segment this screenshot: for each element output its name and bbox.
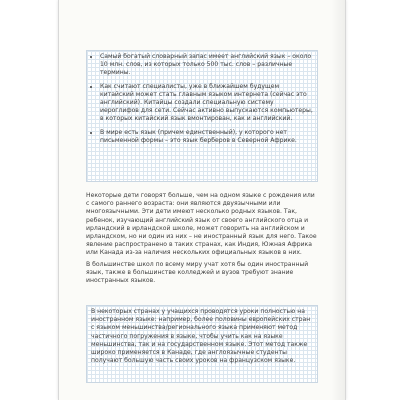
facts-box <box>86 50 318 182</box>
fact-item: • В мире есть язык (причем единственный), у которого нет письменной формы – это язык берберов в Северной Африке. <box>100 129 313 145</box>
immersion-box <box>86 305 318 383</box>
body-paragraph: В большинстве школ по всему миру учат хотя бы один иностранный язык, также в большинстве колледжей и вузов требуют знание иностранных языков. <box>86 260 309 285</box>
body-paragraph: Некоторые дети говорят больше, чем на одном языке с рождения или с самого раннего возраста: они являются двуязычными или многоязычными. Эти дети имеют несколько родных языков. Так, ребенок, изучающий английский язык от своего английского отца и ирландский в ирландской школе, может говорить на английском и ирландском, но ни один из них – не иностранный язык для него. Такое явление распространено в таких странах, как Индия, Южная Африка или Канада из-за наличия нескольких официальных языков в них. <box>86 192 317 257</box>
fact-item: • Как считают специалисты, уже в ближайшем будущем китайский может стать главным языком интернета (сейчас это английский). Китайцы создали специальную систему иероглифов для сети. Сейчас активно выпускаются компьютеры, в которых китайский язык вмонтирован, как и английский. <box>100 83 313 124</box>
boxed-paragraph: В некоторых странах у учащихся проводятся уроки полностью на иностранном языке: например, более половины европейских стран с языком меньшинства/регионального языка применяют метод частичного погружения в языке, чтобы учить как на языке меньшинства, так и на государственном языке. Этот метод также широко применяется в Канаде, где англоязычные студенты получают большую часть своих уроков на французском языке. <box>91 308 311 365</box>
facts-list <box>91 53 313 145</box>
fact-item: • Самый богатый словарный запас имеет английский язык – около 10 млн. слов, из которых только 500 тыс. слов – различные термины. <box>100 53 313 78</box>
body-text <box>86 192 318 288</box>
page-edge-shadow <box>331 0 345 400</box>
